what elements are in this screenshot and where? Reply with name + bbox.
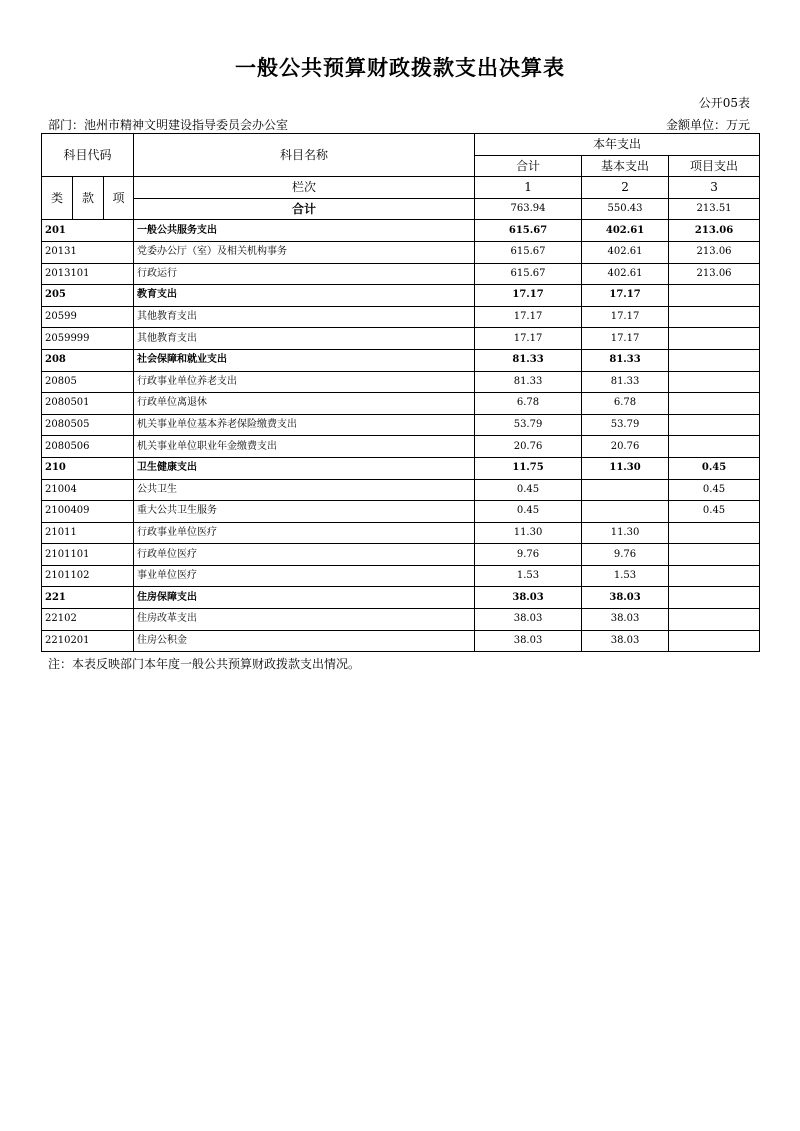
header-lei: 类 (42, 177, 73, 220)
row-name: 其他教育支出 (134, 328, 475, 350)
row-name: 住房改革支出 (134, 609, 475, 631)
row-total: 615.67 (475, 220, 582, 242)
row-name: 社会保障和就业支出 (134, 349, 475, 371)
row-name: 重大公共卫生服务 (134, 501, 475, 523)
row-name: 行政单位医疗 (134, 544, 475, 566)
row-code: 201 (42, 220, 134, 242)
row-name: 住房保障支出 (134, 587, 475, 609)
row-total: 38.03 (475, 630, 582, 652)
row-basic: 38.03 (582, 587, 669, 609)
row-name: 党委办公厅（室）及相关机构事务 (134, 241, 475, 263)
table-row (42, 393, 760, 415)
table-row (42, 285, 760, 307)
budget-table (41, 133, 760, 652)
row-basic: 20.76 (582, 436, 669, 458)
row-total: 0.45 (475, 501, 582, 523)
row-code: 2013101 (42, 263, 134, 285)
row-total: 53.79 (475, 414, 582, 436)
row-code: 20131 (42, 241, 134, 263)
header-row-3 (42, 177, 760, 199)
department-label: 部门：池州市精神文明建设指导委员会办公室 (48, 118, 289, 132)
header-project: 项目支出 (669, 155, 760, 177)
total-row-label: 合计 (134, 198, 475, 220)
row-project: 213.06 (669, 241, 760, 263)
table-row (42, 328, 760, 350)
row-code: 205 (42, 285, 134, 307)
row-total: 11.75 (475, 457, 582, 479)
table-row (42, 436, 760, 458)
row-project (669, 306, 760, 328)
row-basic: 17.17 (582, 285, 669, 307)
row-project (669, 393, 760, 415)
row-project (669, 544, 760, 566)
row-project (669, 565, 760, 587)
total-row-basic: 550.43 (582, 198, 669, 220)
form-number: 公开05表 (698, 96, 750, 110)
row-name: 教育支出 (134, 285, 475, 307)
unit-label: 金额单位：万元 (665, 118, 750, 132)
row-code: 2100409 (42, 501, 134, 523)
row-basic: 1.53 (582, 565, 669, 587)
row-code: 2059999 (42, 328, 134, 350)
row-project (669, 522, 760, 544)
row-total: 0.45 (475, 479, 582, 501)
row-basic: 38.03 (582, 609, 669, 631)
row-basic: 11.30 (582, 522, 669, 544)
row-code: 22102 (42, 609, 134, 631)
row-code: 210 (42, 457, 134, 479)
header-basic: 基本支出 (582, 155, 669, 177)
table-row (42, 220, 760, 242)
table-row (42, 501, 760, 523)
row-total: 6.78 (475, 393, 582, 415)
row-code: 2080501 (42, 393, 134, 415)
table-row (42, 565, 760, 587)
row-basic: 38.03 (582, 630, 669, 652)
footnote: 注：本表反映部门本年度一般公共预算财政拨款支出情况。 (48, 657, 361, 671)
header-subject-code: 科目代码 (42, 134, 134, 177)
row-name: 住房公积金 (134, 630, 475, 652)
row-name: 卫生健康支出 (134, 457, 475, 479)
row-total: 1.53 (475, 565, 582, 587)
row-code: 2210201 (42, 630, 134, 652)
row-basic (582, 479, 669, 501)
header-xiang: 项 (104, 177, 134, 220)
table-row (42, 587, 760, 609)
row-project (669, 349, 760, 371)
row-basic: 53.79 (582, 414, 669, 436)
table-row (42, 241, 760, 263)
row-name: 事业单位医疗 (134, 565, 475, 587)
row-project: 0.45 (669, 457, 760, 479)
row-project: 213.06 (669, 220, 760, 242)
row-name: 行政运行 (134, 263, 475, 285)
row-total: 9.76 (475, 544, 582, 566)
row-name: 公共卫生 (134, 479, 475, 501)
row-code: 20599 (42, 306, 134, 328)
header-column-index: 栏次 (134, 177, 475, 199)
row-project: 0.45 (669, 501, 760, 523)
row-basic: 11.30 (582, 457, 669, 479)
row-basic: 81.33 (582, 349, 669, 371)
row-total: 615.67 (475, 241, 582, 263)
row-total: 38.03 (475, 587, 582, 609)
row-project: 213.06 (669, 263, 760, 285)
row-basic: 17.17 (582, 306, 669, 328)
row-project: 0.45 (669, 479, 760, 501)
row-name: 一般公共服务支出 (134, 220, 475, 242)
row-basic: 6.78 (582, 393, 669, 415)
row-code: 2101101 (42, 544, 134, 566)
row-code: 221 (42, 587, 134, 609)
row-code: 21011 (42, 522, 134, 544)
row-name: 行政事业单位养老支出 (134, 371, 475, 393)
row-total: 17.17 (475, 285, 582, 307)
header-current-year: 本年支出 (475, 134, 760, 156)
row-total: 81.33 (475, 371, 582, 393)
row-code: 21004 (42, 479, 134, 501)
header-col2: 2 (582, 177, 669, 199)
page-title: 一般公共预算财政拨款支出决算表 (235, 56, 565, 80)
header-subject-name: 科目名称 (134, 134, 475, 177)
table-row (42, 414, 760, 436)
row-total: 17.17 (475, 306, 582, 328)
row-code: 20805 (42, 371, 134, 393)
row-basic: 81.33 (582, 371, 669, 393)
header-row-1 (42, 134, 760, 156)
table-row (42, 457, 760, 479)
row-code: 2080506 (42, 436, 134, 458)
table-row (42, 263, 760, 285)
row-total: 20.76 (475, 436, 582, 458)
row-name: 行政事业单位医疗 (134, 522, 475, 544)
table-row (42, 479, 760, 501)
row-total: 11.30 (475, 522, 582, 544)
row-project (669, 371, 760, 393)
row-total: 615.67 (475, 263, 582, 285)
row-name: 行政单位离退休 (134, 393, 475, 415)
row-project (669, 328, 760, 350)
row-name: 机关事业单位职业年金缴费支出 (134, 436, 475, 458)
row-basic: 402.61 (582, 220, 669, 242)
row-basic (582, 501, 669, 523)
row-code: 208 (42, 349, 134, 371)
row-name: 其他教育支出 (134, 306, 475, 328)
row-project (669, 285, 760, 307)
table-row (42, 544, 760, 566)
table-row (42, 522, 760, 544)
row-basic: 402.61 (582, 263, 669, 285)
total-row-project: 213.51 (669, 198, 760, 220)
header-col1: 1 (475, 177, 582, 199)
table-row (42, 371, 760, 393)
row-project (669, 630, 760, 652)
row-project (669, 609, 760, 631)
row-total: 17.17 (475, 328, 582, 350)
row-code: 2101102 (42, 565, 134, 587)
row-total: 38.03 (475, 609, 582, 631)
total-row-total: 763.94 (475, 198, 582, 220)
table-row (42, 609, 760, 631)
row-project (669, 414, 760, 436)
row-project (669, 587, 760, 609)
row-basic: 9.76 (582, 544, 669, 566)
table-row (42, 306, 760, 328)
header-col3: 3 (669, 177, 760, 199)
row-name: 机关事业单位基本养老保险缴费支出 (134, 414, 475, 436)
header-kuan: 款 (73, 177, 104, 220)
row-code: 2080505 (42, 414, 134, 436)
table-row (42, 630, 760, 652)
header-total: 合计 (475, 155, 582, 177)
total-row (42, 198, 760, 220)
row-project (669, 436, 760, 458)
table-row (42, 349, 760, 371)
row-basic: 402.61 (582, 241, 669, 263)
row-basic: 17.17 (582, 328, 669, 350)
row-total: 81.33 (475, 349, 582, 371)
